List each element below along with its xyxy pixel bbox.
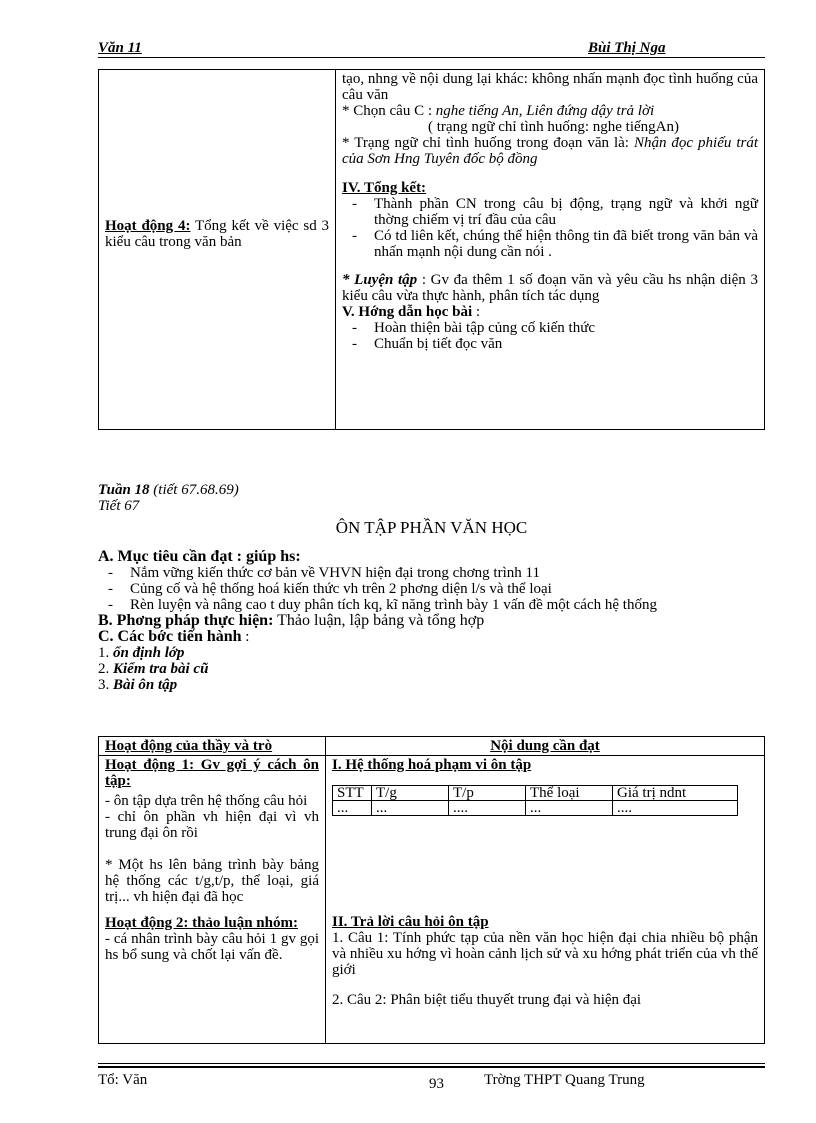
content-p1: tạo, nhng về nội dung lại khác: không nhấn mạnh đọc tình huống của câu văn bbox=[342, 71, 758, 103]
section-a bbox=[98, 549, 765, 693]
table-cell: STT bbox=[333, 786, 372, 801]
table-cell: .... bbox=[449, 801, 526, 816]
guide-item: - Hoàn thiện bài tập củng cố kiến thức bbox=[342, 320, 758, 336]
footer-rule bbox=[98, 1063, 765, 1064]
activity-4-title: Hoạt động 4: bbox=[105, 218, 191, 234]
questions-title: II. Trả lời câu hỏi ôn tập bbox=[332, 914, 489, 930]
activity-4-cell bbox=[99, 70, 336, 430]
header-author: Bùi Thị Nga bbox=[588, 40, 666, 56]
section-a-title: A. Mục tiêu cần đạt : giúp hs: bbox=[98, 548, 301, 565]
activity-1-line: - ôn tập dựa trên hệ thống câu hỏi bbox=[105, 793, 308, 809]
question-1: 1. Câu 1: Tính phức tạp của nền văn học hiện đại chia nhiều bộ phận và nhiều xu hớng vì hoàn cảnh lịch sử và xu hớng phát triển của vh thế giới bbox=[332, 930, 758, 978]
section-a-list bbox=[98, 565, 765, 613]
summary-item: - Có td liên kết, chúng thể hiện thông tin đã biết trong văn bản và nhấn mạnh nội dung cần nói . bbox=[342, 228, 758, 260]
scope-table bbox=[332, 785, 738, 816]
step-3: 3. Bài ôn tập bbox=[98, 677, 178, 693]
section-b: B. Phơng pháp thực hiện: Thảo luận, lập bảng và tổng hợp bbox=[98, 612, 485, 629]
activity-1-line: - chỉ ôn phần vh hiện đại vì vh trung đại ôn rồi bbox=[105, 809, 319, 841]
guide-list bbox=[342, 320, 758, 352]
header-rule bbox=[98, 57, 765, 58]
summary-title: IV. Tổng kết: bbox=[342, 180, 427, 196]
question-2: 2. Câu 2: Phân biệt tiểu thuyết trung đại và hiện đại bbox=[332, 992, 642, 1008]
guide-title: V. Hớng dẫn học bài : bbox=[342, 304, 481, 320]
activity-2: Hoạt động 2: thảo luận nhóm: bbox=[105, 915, 298, 931]
activity-4-text: Tổng kết về việc sd 3 kiểu câu trong văn bản bbox=[105, 218, 330, 250]
footer-department: Tổ: Văn bbox=[98, 1072, 148, 1088]
content-p2: * Chọn câu C : nghe tiếng An, Liên đứng dậy trả lời bbox=[342, 103, 655, 119]
week-label: Tuần 18 (tiết 67.68.69) bbox=[98, 482, 239, 498]
page-title: ÔN TẬP PHẦN VĂN HỌC bbox=[335, 518, 528, 537]
table-row bbox=[333, 801, 738, 816]
footer-rule-thick bbox=[98, 1066, 765, 1068]
activity-2-line: - cá nhân trình bày câu hỏi 1 gv gọi hs bổ sung và chốt lại vấn đề. bbox=[105, 931, 319, 963]
practice-paragraph: * Luyện tập : Gv đa thêm 1 số đoạn văn và yêu cầu hs nhận diện 3 kiểu câu vừa thực hành, phân tích tác dụng bbox=[342, 272, 758, 304]
footer-school: Trờng THPT Quang Trung bbox=[484, 1072, 645, 1088]
lesson-table-continued bbox=[98, 69, 765, 430]
activity-1-line: * Một hs lên bảng trình bày bảng hệ thống các t/g,t/p, thể loại, giá trị... vh hiện đại đã học bbox=[105, 857, 319, 905]
content-to-achieve-cell bbox=[326, 756, 765, 1044]
objective-item: - Rèn luyện và nâng cao t duy phân tích kq, kĩ năng trình bày 1 vấn đề một cách hệ thống bbox=[98, 597, 765, 613]
objective-item: - Củng cố và hệ thống hoá kiến thức vh trên 2 phơng diện l/s và thể loại bbox=[98, 581, 765, 597]
summary-item: - Thành phần CN trong câu bị động, trạng ngữ và khởi ngữ thờng chiếm vị trí đầu của câu bbox=[342, 196, 758, 228]
guide-item: - Chuẩn bị tiết đọc văn bbox=[342, 336, 758, 352]
summary-list bbox=[342, 196, 758, 260]
table-cell: T/p bbox=[449, 786, 526, 801]
content-p2b: ( trạng ngữ chỉ tình huống: nghe tiếngAn) bbox=[428, 119, 680, 135]
step-2: 2. Kiểm tra bài cũ bbox=[98, 661, 209, 677]
activity-1: Hoạt động 1: Gv gợi ý cách ôn tập: bbox=[105, 757, 320, 789]
content-cell bbox=[336, 70, 765, 430]
table-cell: Thể loại bbox=[526, 786, 613, 801]
objective-item: - Nắm vững kiến thức cơ bản về VHVN hiện đại trong chơng trình 11 bbox=[98, 565, 765, 581]
table-cell: ... bbox=[372, 801, 449, 816]
table-cell: .... bbox=[613, 801, 738, 816]
page-number: 93 bbox=[429, 1076, 444, 1092]
table-cell: Giá trị ndnt bbox=[613, 786, 738, 801]
section-c-title: C. Các bớc tiến hành : bbox=[98, 628, 250, 645]
header-subject: Văn 11 bbox=[98, 40, 142, 56]
table-row bbox=[333, 786, 738, 801]
table-cell: ... bbox=[333, 801, 372, 816]
table-cell: T/g bbox=[372, 786, 449, 801]
review-table bbox=[98, 736, 765, 1044]
review-head-left: Hoạt động của thầy và trò bbox=[99, 737, 326, 756]
teacher-activities-cell bbox=[99, 756, 326, 1044]
step-1: 1. ổn định lớp bbox=[98, 645, 185, 661]
content-p3: * Trạng ngữ chỉ tình huống trong đoạn văn là: Nhận đọc phiếu trát của Sơn Hng Tuyên đốc bộ đồng bbox=[342, 135, 758, 167]
lesson-number: Tiết 67 bbox=[98, 498, 140, 514]
table-cell: ... bbox=[526, 801, 613, 816]
review-head-right: Nội dung cần đạt bbox=[326, 737, 765, 756]
scope-title: I. Hệ thống hoá phạm vi ôn tập bbox=[332, 757, 532, 773]
